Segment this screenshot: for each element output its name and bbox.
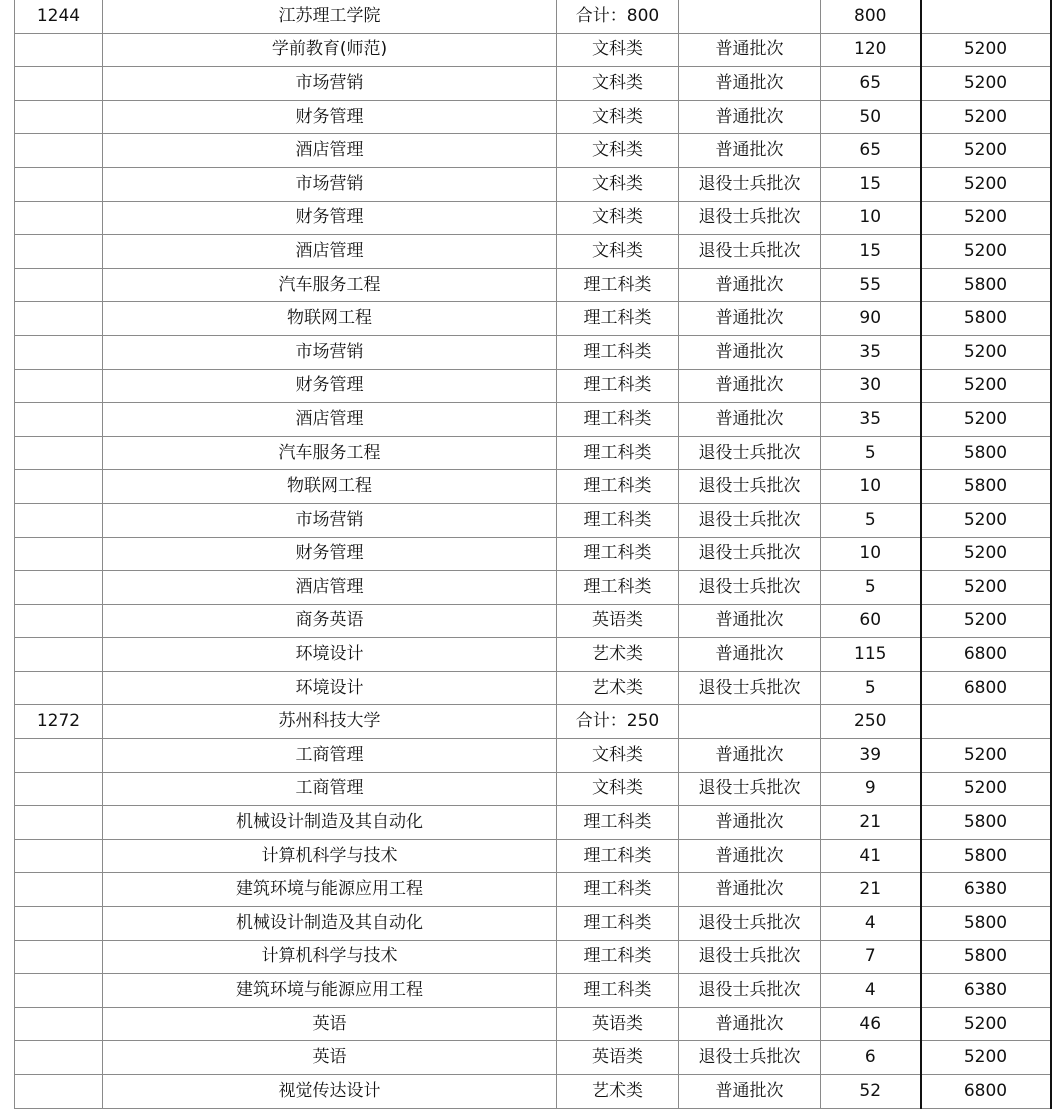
tuition-cell: 5200 <box>921 739 1051 773</box>
tuition-cell: 5200 <box>921 235 1051 269</box>
table-row <box>15 436 1051 470</box>
category-cell: 艺术类 <box>557 671 679 705</box>
table-row <box>15 268 1051 302</box>
category-cell: 理工科类 <box>557 806 679 840</box>
table-row <box>15 806 1051 840</box>
institution-code-cell <box>15 369 103 403</box>
institution-code-cell <box>15 503 103 537</box>
batch-cell: 退役士兵批次 <box>679 1041 821 1075</box>
name-cell: 酒店管理 <box>103 571 557 605</box>
table-row <box>15 1041 1051 1075</box>
count-cell: 4 <box>821 907 921 941</box>
table-row <box>15 638 1051 672</box>
count-cell: 10 <box>821 201 921 235</box>
category-cell: 艺术类 <box>557 1075 679 1109</box>
category-cell: 理工科类 <box>557 436 679 470</box>
table-row <box>15 772 1051 806</box>
tuition-cell: 6800 <box>921 1075 1051 1109</box>
count-cell: 15 <box>821 235 921 269</box>
table-row <box>15 907 1051 941</box>
count-cell: 60 <box>821 604 921 638</box>
batch-cell: 退役士兵批次 <box>679 974 821 1008</box>
category-cell: 文科类 <box>557 67 679 101</box>
institution-code-cell <box>15 335 103 369</box>
batch-cell: 退役士兵批次 <box>679 772 821 806</box>
count-cell: 90 <box>821 302 921 336</box>
table-row <box>15 1007 1051 1041</box>
category-cell: 理工科类 <box>557 369 679 403</box>
institution-code-cell <box>15 806 103 840</box>
institution-code-cell <box>15 167 103 201</box>
name-cell: 酒店管理 <box>103 403 557 437</box>
count-cell: 50 <box>821 100 921 134</box>
tuition-cell: 5200 <box>921 571 1051 605</box>
table-row <box>15 671 1051 705</box>
category-cell: 理工科类 <box>557 268 679 302</box>
batch-cell: 退役士兵批次 <box>679 503 821 537</box>
name-cell: 建筑环境与能源应用工程 <box>103 873 557 907</box>
category-cell: 理工科类 <box>557 335 679 369</box>
table-row <box>15 1075 1051 1109</box>
batch-cell: 退役士兵批次 <box>679 201 821 235</box>
name-cell: 物联网工程 <box>103 470 557 504</box>
tuition-cell: 5200 <box>921 604 1051 638</box>
name-cell: 财务管理 <box>103 537 557 571</box>
category-cell: 文科类 <box>557 772 679 806</box>
batch-cell: 普通批次 <box>679 268 821 302</box>
tuition-cell: 5200 <box>921 134 1051 168</box>
table-row <box>15 873 1051 907</box>
batch-cell: 退役士兵批次 <box>679 671 821 705</box>
name-cell: 市场营销 <box>103 67 557 101</box>
name-cell: 苏州科技大学 <box>103 705 557 739</box>
batch-cell: 普通批次 <box>679 739 821 773</box>
tuition-cell: 5200 <box>921 335 1051 369</box>
name-cell: 计算机科学与技术 <box>103 839 557 873</box>
institution-code-cell <box>15 873 103 907</box>
count-cell: 10 <box>821 537 921 571</box>
count-cell: 10 <box>821 470 921 504</box>
institution-code-cell <box>15 671 103 705</box>
count-cell: 5 <box>821 436 921 470</box>
table-row <box>15 739 1051 773</box>
category-cell: 理工科类 <box>557 470 679 504</box>
category-cell: 理工科类 <box>557 302 679 336</box>
name-cell: 市场营销 <box>103 503 557 537</box>
batch-cell <box>679 0 821 33</box>
tuition-cell: 5200 <box>921 167 1051 201</box>
category-cell: 理工科类 <box>557 940 679 974</box>
institution-code-cell <box>15 974 103 1008</box>
category-cell: 理工科类 <box>557 839 679 873</box>
count-cell: 15 <box>821 167 921 201</box>
count-cell: 21 <box>821 806 921 840</box>
institution-code-cell <box>15 403 103 437</box>
institution-code-cell <box>15 470 103 504</box>
batch-cell: 普通批次 <box>679 604 821 638</box>
name-cell: 物联网工程 <box>103 302 557 336</box>
name-cell: 视觉传达设计 <box>103 1075 557 1109</box>
institution-code-cell <box>15 604 103 638</box>
institution-code-cell: 1272 <box>15 705 103 739</box>
institution-code-cell <box>15 235 103 269</box>
batch-cell: 普通批次 <box>679 369 821 403</box>
name-cell: 机械设计制造及其自动化 <box>103 806 557 840</box>
name-cell: 汽车服务工程 <box>103 268 557 302</box>
batch-cell: 普通批次 <box>679 1007 821 1041</box>
category-cell: 理工科类 <box>557 403 679 437</box>
batch-cell: 普通批次 <box>679 134 821 168</box>
name-cell: 酒店管理 <box>103 134 557 168</box>
institution-code-cell <box>15 268 103 302</box>
count-cell: 65 <box>821 134 921 168</box>
name-cell: 环境设计 <box>103 671 557 705</box>
batch-cell: 退役士兵批次 <box>679 940 821 974</box>
tuition-cell: 6380 <box>921 974 1051 1008</box>
table-row <box>15 33 1051 67</box>
category-cell: 合计：250 <box>557 705 679 739</box>
tuition-cell: 5800 <box>921 268 1051 302</box>
tuition-cell: 6380 <box>921 873 1051 907</box>
batch-cell: 普通批次 <box>679 335 821 369</box>
batch-cell: 退役士兵批次 <box>679 907 821 941</box>
table-row <box>15 604 1051 638</box>
count-cell: 7 <box>821 940 921 974</box>
name-cell: 建筑环境与能源应用工程 <box>103 974 557 1008</box>
tuition-cell: 5200 <box>921 1041 1051 1075</box>
table-row <box>15 839 1051 873</box>
batch-cell: 普通批次 <box>679 873 821 907</box>
table-row <box>15 167 1051 201</box>
tuition-cell: 5200 <box>921 33 1051 67</box>
name-cell: 汽车服务工程 <box>103 436 557 470</box>
tuition-cell: 5200 <box>921 503 1051 537</box>
tuition-cell: 5200 <box>921 369 1051 403</box>
count-cell: 120 <box>821 33 921 67</box>
institution-row <box>15 0 1051 33</box>
category-cell: 理工科类 <box>557 907 679 941</box>
table-row <box>15 335 1051 369</box>
institution-code-cell <box>15 1075 103 1109</box>
tuition-cell <box>921 705 1051 739</box>
institution-code-cell <box>15 436 103 470</box>
name-cell: 机械设计制造及其自动化 <box>103 907 557 941</box>
tuition-cell: 5200 <box>921 201 1051 235</box>
tuition-cell: 5800 <box>921 302 1051 336</box>
batch-cell: 退役士兵批次 <box>679 235 821 269</box>
tuition-cell: 5200 <box>921 1007 1051 1041</box>
tuition-cell: 5200 <box>921 537 1051 571</box>
category-cell: 理工科类 <box>557 571 679 605</box>
category-cell: 文科类 <box>557 100 679 134</box>
institution-code-cell <box>15 201 103 235</box>
batch-cell: 普通批次 <box>679 302 821 336</box>
count-cell: 5 <box>821 503 921 537</box>
count-cell: 250 <box>821 705 921 739</box>
batch-cell: 普通批次 <box>679 67 821 101</box>
count-cell: 5 <box>821 671 921 705</box>
category-cell: 文科类 <box>557 739 679 773</box>
batch-cell: 普通批次 <box>679 839 821 873</box>
tuition-cell: 6800 <box>921 671 1051 705</box>
name-cell: 英语 <box>103 1041 557 1075</box>
batch-cell: 普通批次 <box>679 806 821 840</box>
name-cell: 学前教育(师范) <box>103 33 557 67</box>
institution-row <box>15 705 1051 739</box>
name-cell: 财务管理 <box>103 201 557 235</box>
table-row <box>15 134 1051 168</box>
category-cell: 文科类 <box>557 33 679 67</box>
institution-code-cell <box>15 302 103 336</box>
category-cell: 理工科类 <box>557 974 679 1008</box>
count-cell: 55 <box>821 268 921 302</box>
category-cell: 英语类 <box>557 1007 679 1041</box>
category-cell: 英语类 <box>557 1041 679 1075</box>
institution-code-cell <box>15 739 103 773</box>
category-cell: 理工科类 <box>557 503 679 537</box>
name-cell: 商务英语 <box>103 604 557 638</box>
name-cell: 江苏理工学院 <box>103 0 557 33</box>
table-row <box>15 940 1051 974</box>
count-cell: 35 <box>821 335 921 369</box>
category-cell: 文科类 <box>557 201 679 235</box>
batch-cell: 退役士兵批次 <box>679 537 821 571</box>
enrollment-table <box>14 0 1052 1109</box>
table-row <box>15 974 1051 1008</box>
tuition-cell <box>921 0 1051 33</box>
count-cell: 65 <box>821 67 921 101</box>
batch-cell: 退役士兵批次 <box>679 571 821 605</box>
name-cell: 工商管理 <box>103 739 557 773</box>
count-cell: 39 <box>821 739 921 773</box>
category-cell: 文科类 <box>557 167 679 201</box>
table-row <box>15 67 1051 101</box>
institution-code-cell <box>15 907 103 941</box>
batch-cell: 普通批次 <box>679 403 821 437</box>
count-cell: 800 <box>821 0 921 33</box>
category-cell: 文科类 <box>557 235 679 269</box>
institution-code-cell <box>15 537 103 571</box>
count-cell: 6 <box>821 1041 921 1075</box>
count-cell: 35 <box>821 403 921 437</box>
institution-code-cell <box>15 1041 103 1075</box>
batch-cell <box>679 705 821 739</box>
category-cell: 合计：800 <box>557 0 679 33</box>
institution-code-cell <box>15 67 103 101</box>
batch-cell: 普通批次 <box>679 33 821 67</box>
table-row <box>15 470 1051 504</box>
batch-cell: 退役士兵批次 <box>679 470 821 504</box>
table-row <box>15 100 1051 134</box>
institution-code-cell <box>15 772 103 806</box>
name-cell: 工商管理 <box>103 772 557 806</box>
count-cell: 5 <box>821 571 921 605</box>
category-cell: 理工科类 <box>557 537 679 571</box>
name-cell: 财务管理 <box>103 100 557 134</box>
count-cell: 21 <box>821 873 921 907</box>
table-row <box>15 537 1051 571</box>
tuition-cell: 5800 <box>921 907 1051 941</box>
category-cell: 艺术类 <box>557 638 679 672</box>
table-row <box>15 201 1051 235</box>
institution-code-cell: 1244 <box>15 0 103 33</box>
table-body <box>15 0 1051 1108</box>
tuition-cell: 5200 <box>921 100 1051 134</box>
institution-code-cell <box>15 638 103 672</box>
table-row <box>15 302 1051 336</box>
count-cell: 46 <box>821 1007 921 1041</box>
batch-cell: 普通批次 <box>679 100 821 134</box>
name-cell: 酒店管理 <box>103 235 557 269</box>
table-row <box>15 503 1051 537</box>
name-cell: 市场营销 <box>103 167 557 201</box>
institution-code-cell <box>15 134 103 168</box>
count-cell: 115 <box>821 638 921 672</box>
batch-cell: 普通批次 <box>679 1075 821 1109</box>
tuition-cell: 5800 <box>921 806 1051 840</box>
tuition-cell: 5200 <box>921 67 1051 101</box>
institution-code-cell <box>15 33 103 67</box>
institution-code-cell <box>15 1007 103 1041</box>
name-cell: 英语 <box>103 1007 557 1041</box>
tuition-cell: 6800 <box>921 638 1051 672</box>
tuition-cell: 5800 <box>921 470 1051 504</box>
batch-cell: 退役士兵批次 <box>679 167 821 201</box>
name-cell: 财务管理 <box>103 369 557 403</box>
tuition-cell: 5200 <box>921 403 1051 437</box>
institution-code-cell <box>15 940 103 974</box>
tuition-cell: 5800 <box>921 940 1051 974</box>
batch-cell: 退役士兵批次 <box>679 436 821 470</box>
count-cell: 9 <box>821 772 921 806</box>
name-cell: 市场营销 <box>103 335 557 369</box>
institution-code-cell <box>15 100 103 134</box>
count-cell: 41 <box>821 839 921 873</box>
tuition-cell: 5200 <box>921 772 1051 806</box>
batch-cell: 普通批次 <box>679 638 821 672</box>
category-cell: 理工科类 <box>557 873 679 907</box>
institution-code-cell <box>15 839 103 873</box>
institution-code-cell <box>15 571 103 605</box>
tuition-cell: 5800 <box>921 839 1051 873</box>
count-cell: 4 <box>821 974 921 1008</box>
name-cell: 环境设计 <box>103 638 557 672</box>
count-cell: 52 <box>821 1075 921 1109</box>
category-cell: 英语类 <box>557 604 679 638</box>
name-cell: 计算机科学与技术 <box>103 940 557 974</box>
table-row <box>15 403 1051 437</box>
table-row <box>15 235 1051 269</box>
table-row <box>15 369 1051 403</box>
tuition-cell: 5800 <box>921 436 1051 470</box>
count-cell: 30 <box>821 369 921 403</box>
category-cell: 文科类 <box>557 134 679 168</box>
table-row <box>15 571 1051 605</box>
